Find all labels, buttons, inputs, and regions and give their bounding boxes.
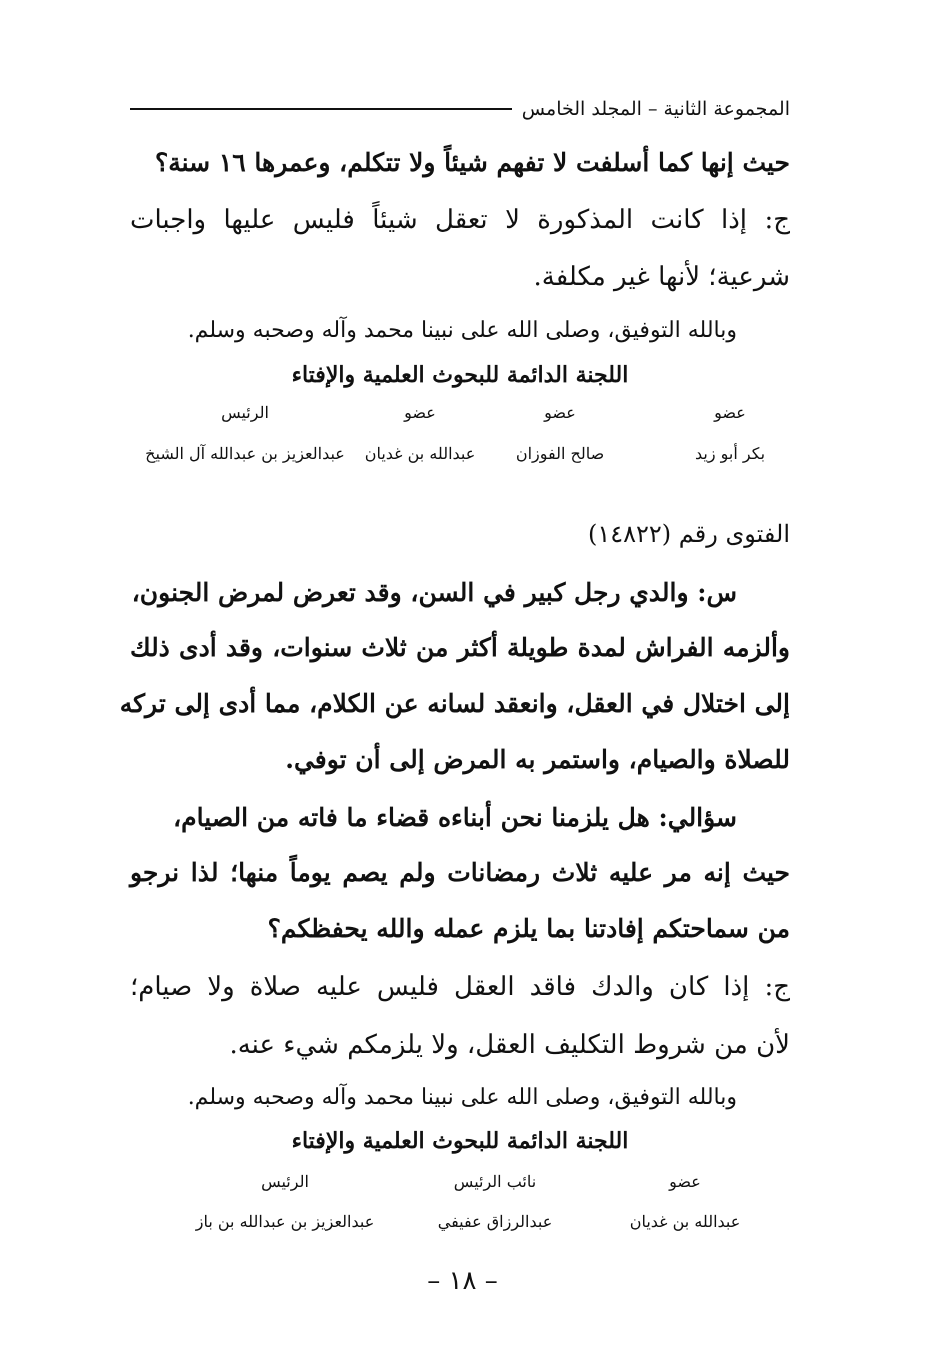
question-line: من سماحتكم إفادتنا بما يلزم عمله والله يحفظكم؟ bbox=[267, 914, 790, 943]
signatory-name: صالح الفوزان bbox=[515, 444, 605, 463]
header-rule bbox=[130, 108, 512, 110]
signatory-role: نائب الرئيس bbox=[453, 1172, 537, 1191]
signatory-role: عضو bbox=[714, 403, 746, 422]
signatory-name: عبدالله بن غديان bbox=[629, 1212, 741, 1231]
signatory-role: عضو bbox=[404, 403, 436, 422]
page-number: – ١٨ – bbox=[427, 1266, 498, 1296]
header-title: المجموعة الثانية – المجلد الخامس bbox=[521, 98, 790, 120]
fatwa-number: الفتوى رقم (١٤٨٢٢) bbox=[587, 520, 790, 548]
signatory-name: عبدالعزيز بن عبدالله بن باز bbox=[195, 1212, 375, 1231]
answer-line: ج: إذا كان والدك فاقد العقل فليس عليه صلاة ولا صيام؛ bbox=[130, 972, 790, 1002]
running-header bbox=[130, 94, 790, 124]
question-continuation: حيث إنها كما أسلفت لا تفهم شيئاً ولا تتكلم، وعمرها ١٦ سنة؟ bbox=[154, 148, 790, 177]
question-line: سؤالي: هل يلزمنا نحن أبناءه قضاء ما فاته من الصيام، bbox=[173, 803, 737, 832]
answer-line: ج: إذا كانت المذكورة لا تعقل شيئاً فليس عليها واجبات bbox=[130, 205, 790, 235]
committee-title: اللجنة الدائمة للبحوث العلمية والإفتاء bbox=[291, 1128, 629, 1154]
signatory-name: عبدالرزاق عفيفي bbox=[437, 1212, 553, 1231]
committee-title: اللجنة الدائمة للبحوث العلمية والإفتاء bbox=[291, 362, 629, 388]
signatory-name: عبدالعزيز بن عبدالله آل الشيخ bbox=[145, 444, 345, 463]
closing-prayer: وبالله التوفيق، وصلى الله على نبينا محمد وآله وصحبه وسلم. bbox=[187, 318, 737, 343]
question-line: للصلاة والصيام، واستمر به المرض إلى أن توفي. bbox=[285, 745, 790, 774]
question-line: إلى اختلال في العقل، وانعقد لسانه عن الكلام، مما أدى إلى تركه bbox=[119, 689, 790, 718]
closing-prayer: وبالله التوفيق، وصلى الله على نبينا محمد وآله وصحبه وسلم. bbox=[187, 1085, 737, 1110]
signatory-role: عضو bbox=[544, 403, 576, 422]
question-line: حيث إنه مر عليه ثلاث رمضانات ولم يصم يوماً منها؛ لذا نرجو bbox=[130, 858, 790, 887]
answer-line: شرعية؛ لأنها غير مكلفة. bbox=[533, 262, 790, 292]
signatory-name: عبدالله بن غديان bbox=[364, 444, 476, 463]
signatory-role: الرئيس bbox=[221, 403, 269, 422]
answer-line: لأن من شروط التكليف العقل، ولا يلزمكم شيء عنه. bbox=[229, 1030, 790, 1060]
question-line: وألزمه الفراش لمدة طويلة أكثر من ثلاث سنوات، وقد أدى ذلك bbox=[130, 633, 790, 662]
signatory-role: عضو bbox=[669, 1172, 701, 1191]
question-line: س: والدي رجل كبير في السن، وقد تعرض لمرض الجنون، bbox=[131, 578, 737, 607]
signatory-role: الرئيس bbox=[261, 1172, 309, 1191]
signatory-name: بكر أبو زيد bbox=[694, 444, 766, 463]
